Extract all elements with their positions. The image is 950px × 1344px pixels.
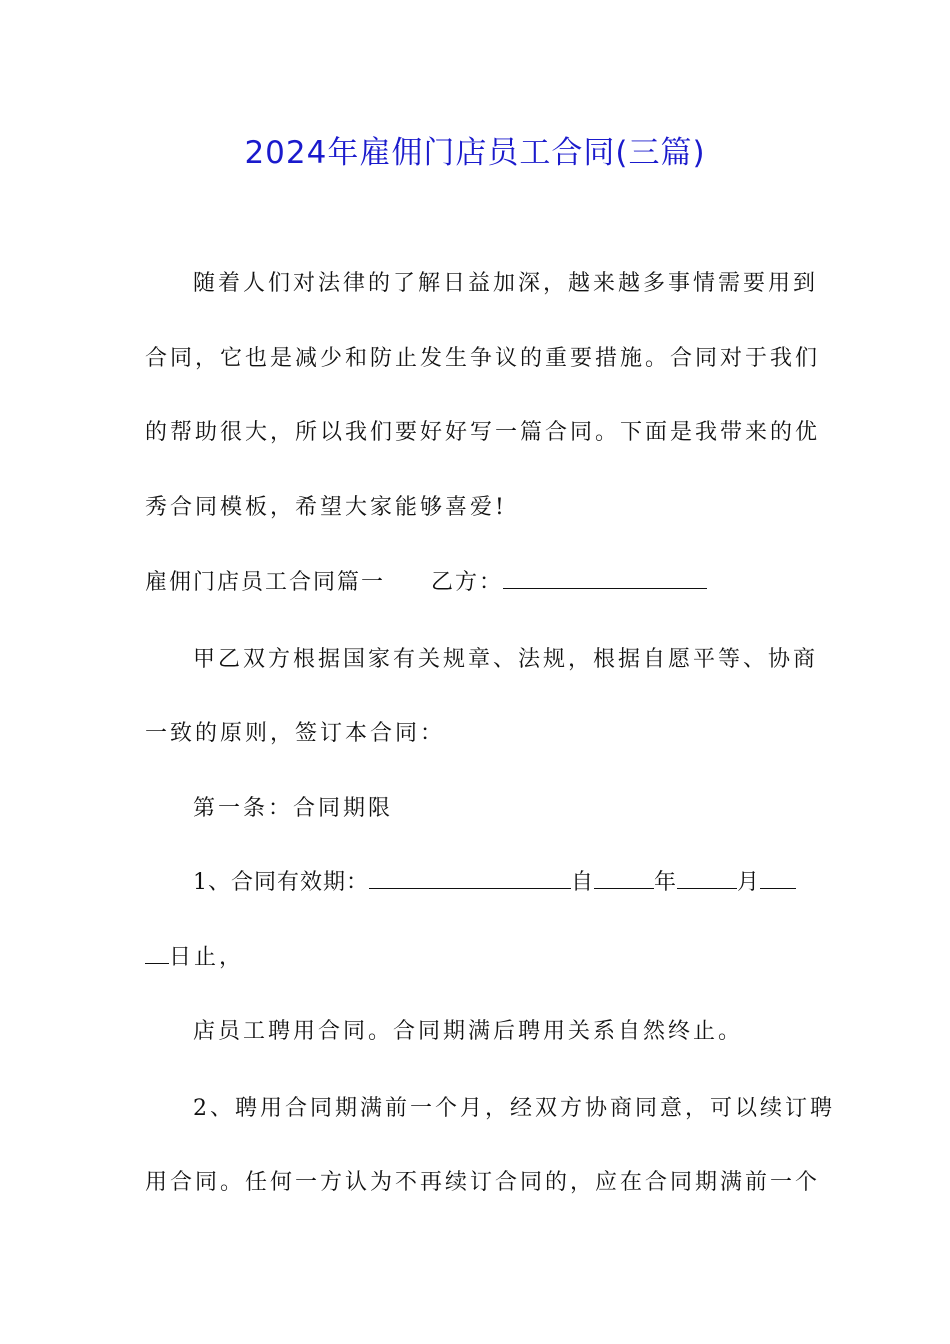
- principle-line-2: 一致的原则，签订本合同：: [145, 721, 446, 746]
- principle-line-1: 甲乙双方根据国家有关规章、法规，根据自愿平等、协商: [193, 647, 819, 672]
- party-b-label: 乙方：: [431, 570, 504, 595]
- month-label: 月: [737, 870, 761, 895]
- party-b-blank: [503, 566, 707, 589]
- month-blank: [677, 866, 737, 889]
- article-one-heading: 第一条：合同期限: [193, 796, 394, 821]
- intro-line-3: 的帮助很大，所以我们要好好写一篇合同。下面是我带来的优: [145, 420, 821, 445]
- intro-line-2: 合同，它也是减少和防止发生争议的重要措施。合同对于我们: [145, 346, 821, 371]
- clause-2-line-2: 用合同。任何一方认为不再续订合同的，应在合同期满前一个: [145, 1170, 821, 1195]
- section-one-heading: 雇佣门店员工合同篇一: [145, 570, 386, 595]
- clause-1-row: [193, 866, 805, 900]
- end-label: 日止，: [169, 945, 245, 970]
- year-label: 年: [654, 870, 678, 895]
- year-blank: [594, 866, 654, 889]
- day-blank-start: [760, 866, 796, 889]
- validity-blank: [369, 866, 571, 889]
- clause-2-line-1: 2、聘用合同期满前一个月，经双方协商同意，可以续订聘: [193, 1096, 835, 1121]
- clause-1-continuation: [145, 941, 805, 975]
- day-blank-end: [145, 941, 169, 964]
- clause-1-label: 1、合同有效期：: [193, 870, 369, 895]
- from-label: 自: [571, 870, 595, 895]
- section-heading-row: [145, 566, 805, 600]
- employment-note: 店员工聘用合同。合同期满后聘用关系自然终止。: [193, 1019, 744, 1044]
- document-title: 2024年雇佣门店员工合同(三篇): [244, 135, 706, 171]
- intro-line-4: 秀合同模板，希望大家能够喜爱!: [145, 495, 507, 520]
- intro-line-1: 随着人们对法律的了解日益加深，越来越多事情需要用到: [193, 271, 819, 296]
